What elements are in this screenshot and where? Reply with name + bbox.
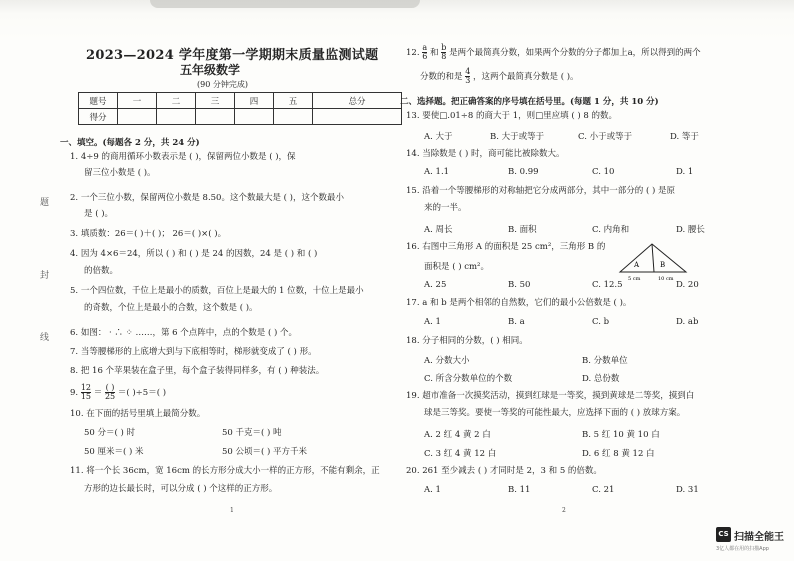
option[interactable]: A. 分数大小 xyxy=(424,356,470,366)
section-choice-heading: 二、选择题。把正确答案的序号填在括号里。(每题 1 分，共 10 分) xyxy=(400,97,659,107)
option[interactable]: B. 11 xyxy=(508,485,531,495)
score-table xyxy=(78,92,402,125)
question-2-line2: 是 ( )。 xyxy=(84,209,114,219)
score-cell: 总分 xyxy=(313,93,402,109)
section-fill-heading: 一、填空。(每题各 2 分，共 24 分) xyxy=(60,138,200,148)
score-table-header-row xyxy=(79,93,402,109)
margin-mark-2: 封 xyxy=(40,271,50,281)
question-4: 4. 因为 4×6＝24，所以 ( ) 和 ( ) 是 24 的因数，24 是 ( ) 和 ( ) xyxy=(70,249,318,259)
question-14: 14. 当除数是 ( ) 时，商可能比被除数大。 xyxy=(406,149,565,159)
fraction-blank-25: $\frac{( )}{25}$ xyxy=(104,383,116,401)
score-input-cell[interactable] xyxy=(196,109,235,125)
triangle-length-b: 10 cm xyxy=(658,276,674,282)
question-10-item: 50 厘米＝( ) 米 xyxy=(84,447,144,457)
margin-mark-1: 题 xyxy=(40,198,50,208)
score-cell: 五 xyxy=(274,93,313,109)
option[interactable]: A. 周长 xyxy=(424,225,453,235)
option[interactable]: D. 31 xyxy=(676,485,699,495)
option[interactable]: A. 1 xyxy=(424,317,441,327)
question-12-line2: 分数的和是 $\frac{4}{3}$ ，这两个最简真分数是 ( )。 xyxy=(420,67,579,85)
option[interactable]: B. 5 红 10 黄 10 白 xyxy=(582,430,660,440)
scanner-logo-name: 扫描全能王 xyxy=(734,532,784,543)
option[interactable]: B. 面积 xyxy=(508,225,537,235)
question-5-line2: 的奇数，个位上是最小的合数，这个数是 ( )。 xyxy=(84,303,258,313)
scanner-logo-tagline: 3亿人都在用的扫描App xyxy=(716,546,769,552)
question-15-line2: 来的一半。 xyxy=(424,203,467,213)
question-17: 17. a 和 b 是两个相邻的自然数，它们的最小公倍数是 ( )。 xyxy=(406,298,632,308)
question-1-line2: 留三位小数是 ( )。 xyxy=(84,168,156,178)
option[interactable]: A. 大于 xyxy=(424,132,453,142)
question-12: 12. $\frac{a}{6}$ 和 $\frac{b}{8}$ 是两个最简真分数，如果两个分数的分子都加上a，所以得到的两个 xyxy=(406,43,701,61)
option[interactable]: C. 所含分数单位的个数 xyxy=(424,374,513,384)
option[interactable]: D. 腰长 xyxy=(676,225,705,235)
margin-mark-3: 线 xyxy=(40,333,50,343)
score-input-cell[interactable] xyxy=(118,109,157,125)
option[interactable]: A. 1.1 xyxy=(424,167,450,177)
question-16: 16. 右图中三角形 A 的面积是 25 cm²，三角形 B 的 xyxy=(406,242,606,252)
option[interactable]: C. 内角和 xyxy=(592,225,630,235)
question-11-line2: 方形的边长最长时，可以分成 ( ) 个这样的正方形。 xyxy=(84,484,278,494)
score-input-cell[interactable] xyxy=(157,109,196,125)
option[interactable]: D. ab xyxy=(676,317,699,327)
question-11: 11. 将一个长 36cm，宽 16cm 的长方形分成大小一样的正方形，不能有剩余，正 xyxy=(70,466,380,476)
question-2: 2. 一个三位小数，保留两位小数是 8.50。这个数最大是 ( )，这个数最小 xyxy=(70,193,344,203)
option[interactable]: C. 3 红 4 黄 12 白 xyxy=(424,449,497,459)
question-15: 15. 沿着一个等腰梯形的对称轴把它分成两部分，其中一部分的 ( ) 是原 xyxy=(406,186,675,196)
question-1: 1. 4÷9 的商用循环小数表示是 ( )，保留两位小数是 ( )，保 xyxy=(70,152,296,162)
option[interactable]: A. 1 xyxy=(424,485,441,495)
option[interactable]: D. 1 xyxy=(676,167,694,177)
score-input-cell[interactable] xyxy=(235,109,274,125)
score-cell: 一 xyxy=(118,93,157,109)
question-10-item: 50 公顷＝( ) 平方千米 xyxy=(222,447,308,457)
triangle-label-b: B xyxy=(660,261,666,269)
option[interactable]: D. 20 xyxy=(676,280,699,290)
option[interactable]: C. b xyxy=(592,317,610,327)
option[interactable]: A. 2 红 4 黄 2 白 xyxy=(424,430,491,440)
scanner-logo-badge: CS xyxy=(716,527,731,542)
exam-duration: (90 分钟完成) xyxy=(197,80,248,89)
option[interactable]: D. 总份数 xyxy=(582,374,620,384)
option[interactable]: B. 0.99 xyxy=(508,167,539,177)
fraction-12-15: $\frac{12}{15}$ xyxy=(80,383,92,401)
triangle-figure xyxy=(614,240,694,282)
option[interactable]: A. 25 xyxy=(424,280,447,290)
exam-subtitle: 五年级数学 xyxy=(180,63,241,77)
question-19: 19. 超市准备一次摸奖活动，摸到红球是一等奖，摸到黄球是二等奖，摸到白 xyxy=(406,391,695,401)
question-18: 18. 分子相同的分数，( ) 相同。 xyxy=(406,336,528,346)
page-number-right: 2 xyxy=(562,507,566,514)
score-cell: 二 xyxy=(157,93,196,109)
score-cell: 得分 xyxy=(79,109,118,125)
question-10-item: 50 千克＝( ) 吨 xyxy=(222,428,282,438)
option[interactable]: C. 10 xyxy=(592,167,615,177)
question-4-line2: 的倍数。 xyxy=(84,266,119,276)
top-shadow xyxy=(150,0,420,8)
question-9: 9. $\frac{12}{15}$ ＝ $\frac{( )}{25}$ ＝( )÷5＝( ) xyxy=(70,383,167,401)
score-input-cell[interactable] xyxy=(274,109,313,125)
question-19-line2: 球是三等奖。要使一等奖的可能性最大，应选择下面的 ( ) 放球方案。 xyxy=(424,408,686,418)
question-16-line2: 面积是 ( ) cm²。 xyxy=(424,262,489,272)
exam-title: 2023—2024 学年度第一学期期末质量监测试题 xyxy=(86,48,379,63)
score-table-score-row xyxy=(79,109,402,125)
question-13: 13. 要使□.01÷8 的商大于 1，则□里应填 ( ) 8 的数。 xyxy=(406,111,618,121)
score-input-cell[interactable] xyxy=(313,109,402,125)
option[interactable]: B. 大于或等于 xyxy=(490,132,545,142)
score-cell: 四 xyxy=(235,93,274,109)
score-cell: 三 xyxy=(196,93,235,109)
option[interactable]: B. 分数单位 xyxy=(582,356,628,366)
triangle-label-a: A xyxy=(634,261,640,269)
question-3: 3. 填质数：26＝( )＋( )； 26＝( )×( )。 xyxy=(70,229,227,239)
option[interactable]: C. 12.5 xyxy=(592,280,623,290)
question-10: 10. 在下面的括号里填上最简分数。 xyxy=(70,409,206,419)
option[interactable]: B. a xyxy=(508,317,525,327)
question-5: 5. 一个四位数，千位上是最小的质数，百位上是最大的 1 位数，十位上是最小 xyxy=(70,286,364,296)
option[interactable]: C. 21 xyxy=(592,485,615,495)
question-7: 7. 当等腰梯形的上底增大到与下底相等时，梯形就变成了 ( ) 形。 xyxy=(70,347,317,357)
question-8: 8. 把 16 个苹果装在盒子里，每个盒子装得同样多，有 ( ) 种装法。 xyxy=(70,366,325,376)
option[interactable]: D. 等于 xyxy=(670,132,699,142)
option[interactable]: C. 小于或等于 xyxy=(578,132,633,142)
question-10-item: 50 分＝( ) 时 xyxy=(84,428,136,438)
triangle-length-a: 5 cm xyxy=(628,276,641,282)
page-number-left: 1 xyxy=(230,507,234,514)
question-20: 20. 261 至少减去 ( ) 才同时是 2，3 和 5 的倍数。 xyxy=(406,466,602,476)
option[interactable]: D. 6 红 8 黄 12 白 xyxy=(582,449,655,459)
option[interactable]: B. 50 xyxy=(508,280,531,290)
score-cell: 题号 xyxy=(79,93,118,109)
question-6: 6. 如图： · ∴ ⁘ ……，第 6 个点阵中，点的个数是 ( ) 个。 xyxy=(70,328,298,338)
